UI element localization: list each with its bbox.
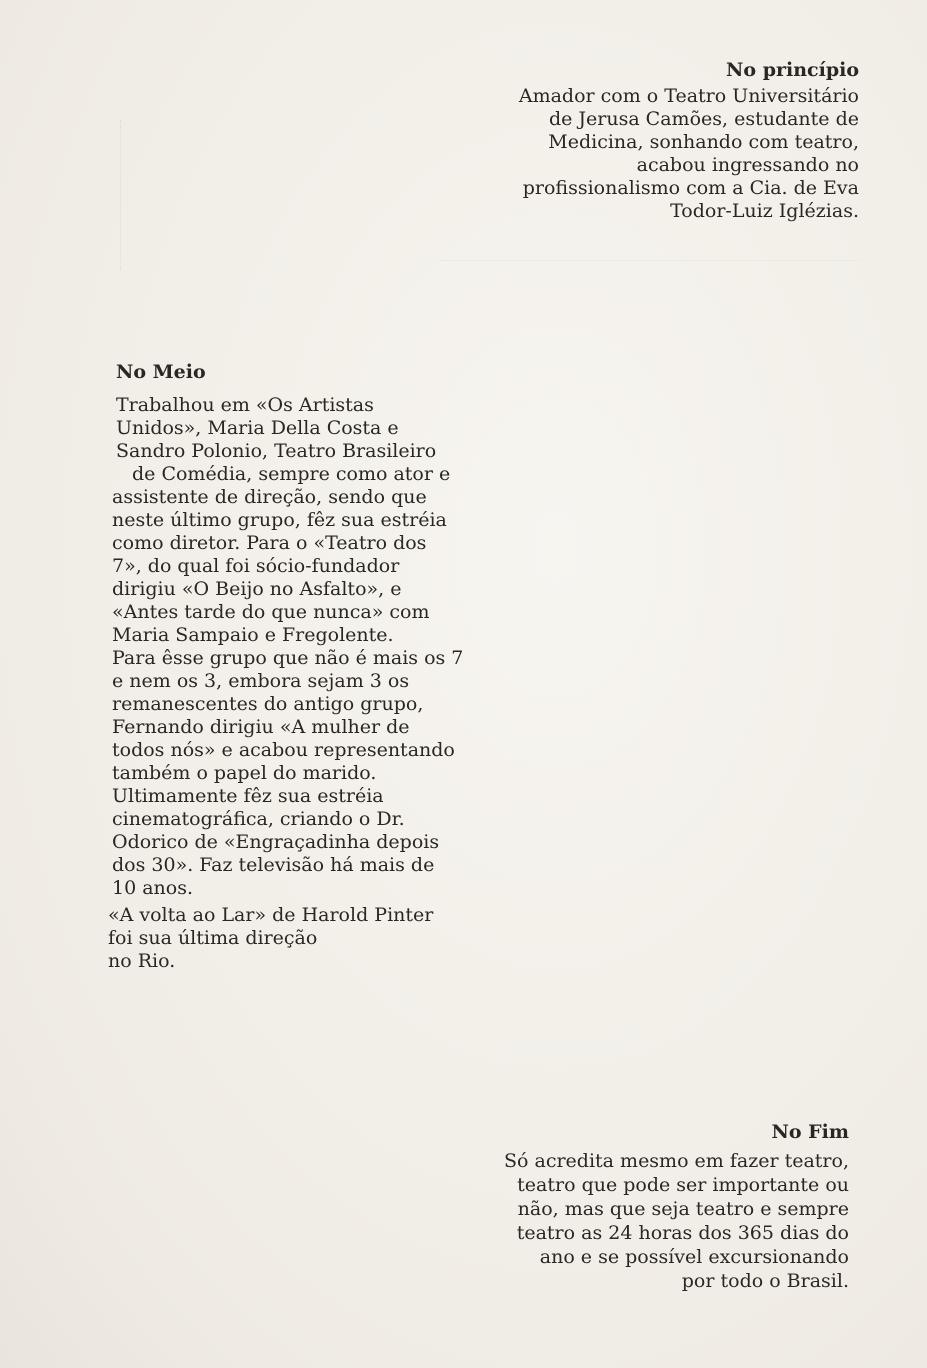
paragraph-line: Odorico de «Engraçadinha depois [112, 831, 440, 853]
paragraph-line: foi sua última direção [108, 927, 318, 949]
paragraph-line: e nem os 3, embora sejam 3 os [112, 670, 410, 692]
show-through-texture [440, 260, 860, 901]
paragraph-line: por todo o Brasil. [681, 1270, 849, 1292]
paragraph-line: assistente de direção, sendo que [112, 486, 427, 508]
section-no-principio [519, 58, 859, 223]
paragraph-line: Trabalhou em «Os Artistas [116, 394, 374, 416]
paragraph-line: neste último grupo, fêz sua estréia [112, 509, 447, 531]
paragraph-line: todos nós» e acabou representando [112, 739, 455, 761]
section-heading-principio: No princípio [726, 59, 859, 81]
section-heading-meio: No Meio [116, 361, 206, 383]
paragraph-line: «A volta ao Lar» de Harold Pinter [108, 904, 434, 926]
paragraph-line: de Comédia, sempre como ator e [132, 463, 451, 485]
section-no-fim [504, 1120, 849, 1293]
paragraph-line: de Jerusa Camões, estudante de [548, 108, 859, 130]
paragraph-line: cinematográfica, criando o Dr. [112, 808, 405, 830]
paragraph-line: 7», do qual foi sócio-fundador [112, 555, 400, 577]
paragraph-line: Para êsse grupo que não é mais os 7 [112, 647, 464, 669]
paragraph-line: Fernando dirigiu «A mulher de [112, 716, 410, 738]
show-through-texture [120, 120, 211, 270]
paragraph-line: teatro as 24 horas dos 365 dias do [516, 1222, 849, 1244]
section-heading-fim: No Fim [771, 1121, 849, 1143]
paragraph-line: Medicina, sonhando com teatro, [548, 131, 859, 153]
paragraph-line: Maria Sampaio e Fregolente. [112, 624, 394, 646]
paragraph-line: Só acredita mesmo em fazer teatro, [504, 1150, 849, 1172]
paragraph-line: não, mas que seja teatro e sempre [517, 1198, 849, 1220]
paragraph-line: Sandro Polonio, Teatro Brasileiro [116, 440, 437, 462]
paragraph-line: «Antes tarde do que nunca» com [112, 601, 430, 623]
paragraph-line: também o papel do marido. [112, 762, 377, 784]
paragraph-line: Amador com o Teatro Universitário [518, 85, 859, 107]
paragraph-line: Unidos», Maria Della Costa e [116, 417, 399, 439]
paragraph-line: 10 anos. [112, 877, 194, 899]
paragraph-line: acabou ingressando no [636, 154, 859, 176]
paragraph-line: remanescentes do antigo grupo, [112, 693, 424, 715]
paragraph-line: profissionalismo com a Cia. de Eva [522, 177, 859, 199]
paragraph-line: como diretor. Para o «Teatro dos [112, 532, 427, 554]
paragraph-line: dos 30». Faz televisão há mais de [112, 854, 435, 876]
paragraph-line: ano e se possível excursionando [539, 1246, 849, 1268]
paragraph-line: Todor-Luiz Iglézias. [670, 200, 859, 222]
section-no-meio [108, 360, 463, 973]
paragraph-line: Ultimamente fêz sua estréia [112, 785, 384, 807]
paragraph-line: dirigiu «O Beijo no Asfalto», e [112, 578, 402, 600]
paragraph-line: teatro que pode ser importante ou [517, 1174, 849, 1196]
paragraph-line: no Rio. [108, 950, 176, 972]
